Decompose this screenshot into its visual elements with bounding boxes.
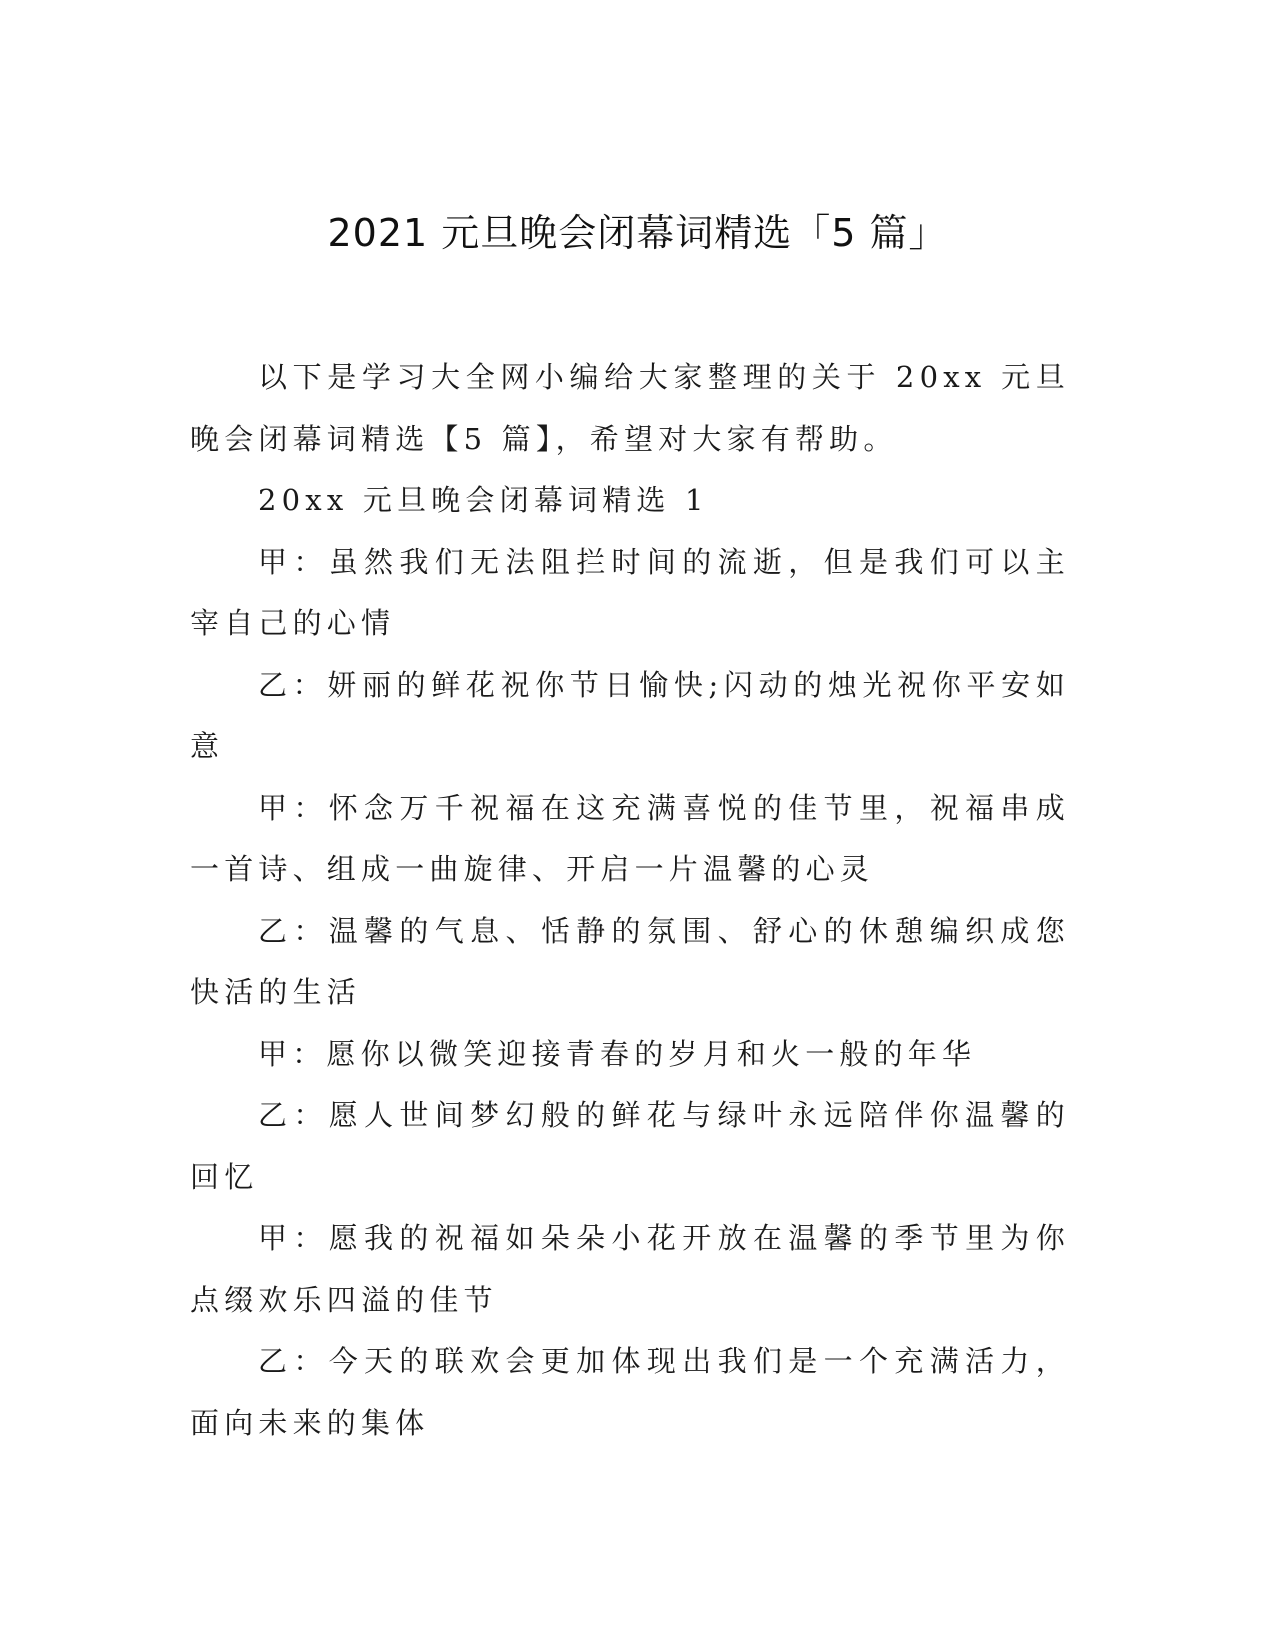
dialogue-line: 甲：虽然我们无法阻拦时间的流逝，但是我们可以主宰自己的心情	[190, 544, 1070, 640]
dialogue-line: 乙：愿人世间梦幻般的鲜花与绿叶永远陪伴你温馨的回忆	[190, 1098, 1070, 1194]
document-title: 2021 元旦晚会闭幕词精选「5 篇」	[327, 211, 948, 255]
intro-paragraph: 以下是学习大全网小编给大家整理的关于 20xx 元旦晚会闭幕词精选【5 篇】，希望对大家有帮助。	[190, 360, 1070, 456]
dialogue-line: 乙：今天的联欢会更加体现出我们是一个充满活力，面向未来的集体	[190, 1344, 1070, 1440]
section-heading: 20xx 元旦晚会闭幕词精选 1	[258, 483, 709, 517]
dialogue-line: 乙：温馨的气息、恬静的氛围、舒心的休憩编织成您快活的生活	[190, 913, 1070, 1009]
dialogue-line: 乙：妍丽的鲜花祝你节日愉快;闪动的烛光祝你平安如意	[190, 667, 1070, 763]
dialogue-line: 甲：愿你以微笑迎接青春的岁月和火一般的年华	[258, 1036, 977, 1071]
document-body	[190, 347, 1070, 1454]
dialogue-line: 甲：怀念万千祝福在这充满喜悦的佳节里，祝福串成一首诗、组成一曲旋律、开启一片温馨的心灵	[190, 790, 1070, 886]
dialogue-line: 甲：愿我的祝福如朵朵小花开放在温馨的季节里为你点缀欢乐四溢的佳节	[190, 1221, 1070, 1317]
